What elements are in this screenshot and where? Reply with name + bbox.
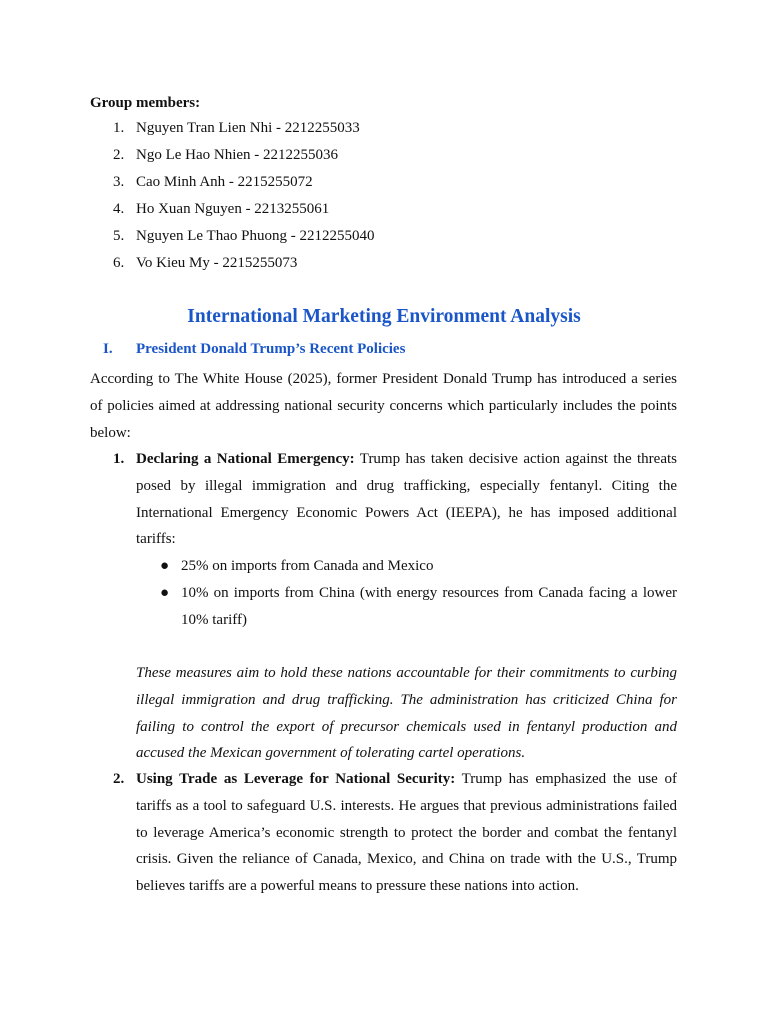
item-heading: Using Trade as Leverage for National Security: <box>136 771 456 787</box>
member-item: Nguyen Le Thao Phuong - 2212255040 <box>136 228 375 244</box>
item-text: Trump has taken decisive action against the threats posed by illegal immigration and drug trafficking, especially fentanyl. Citing the International Emergency Economic Powers Act (IEEPA), he has imposed additional tariffs: <box>136 451 677 548</box>
item-number: 2. <box>113 771 125 787</box>
policy-item-2 <box>136 766 677 900</box>
item-note: These measures aim to hold these nations accountable for their commitments to curbing illegal immigration and drug trafficking. The administration has criticized China for failing to control the export of precursor chemicals used in fentanyl production and accused the Mexican government of tolerating cartel operations. <box>136 665 677 762</box>
member-item: Ngo Le Hao Nhien - 2212255036 <box>136 147 339 163</box>
intro-paragraph: According to The White House (2025), former President Donald Trump has introduced a series of policies aimed at addressing national security concerns which particularly includes the points below: <box>90 371 677 441</box>
member-num: 6. <box>113 255 125 271</box>
member-num: 5. <box>113 228 125 244</box>
member-item: Cao Minh Anh - 2215255072 <box>136 174 313 190</box>
item-text: Trump has emphasized the use of tariffs as a tool to safeguard U.S. interests. He argues that previous administrations failed to leverage America’s economic strength to protect the border and combat the fentanyl crisis. Given the reliance of Canada, Mexico, and China on trade with the U.S., Trump believes tariffs are a powerful means to pressure these nations into action. <box>136 771 678 895</box>
member-num: 3. <box>113 174 125 190</box>
item-heading: Declaring a National Emergency: <box>136 451 355 467</box>
member-item: Vo Kieu My - 2215255073 <box>136 255 298 271</box>
member-num: 4. <box>113 201 125 217</box>
member-item: Ho Xuan Nguyen - 2213255061 <box>136 201 330 217</box>
member-item: Nguyen Tran Lien Nhi - 2212255033 <box>136 120 360 136</box>
bullet-icon: ● <box>160 585 170 601</box>
bullet-icon: ● <box>160 558 170 574</box>
section-heading-text: President Donald Trump’s Recent Policies <box>136 341 406 357</box>
bullet-item: ● 10% on imports from China (with energy resources from Canada facing a lower 10% tariff) <box>181 580 677 634</box>
bullet-item: ● 25% on imports from Canada and Mexico <box>181 553 677 580</box>
member-num: 2. <box>113 147 125 163</box>
group-members-label: Group members: <box>90 95 201 111</box>
member-num: 1. <box>113 120 125 136</box>
section-heading <box>103 341 405 358</box>
policy-item-1 <box>136 446 677 553</box>
section-number: I. <box>103 341 113 357</box>
document-title: International Marketing Environment Analysis <box>187 306 581 327</box>
item-number: 1. <box>113 451 125 467</box>
